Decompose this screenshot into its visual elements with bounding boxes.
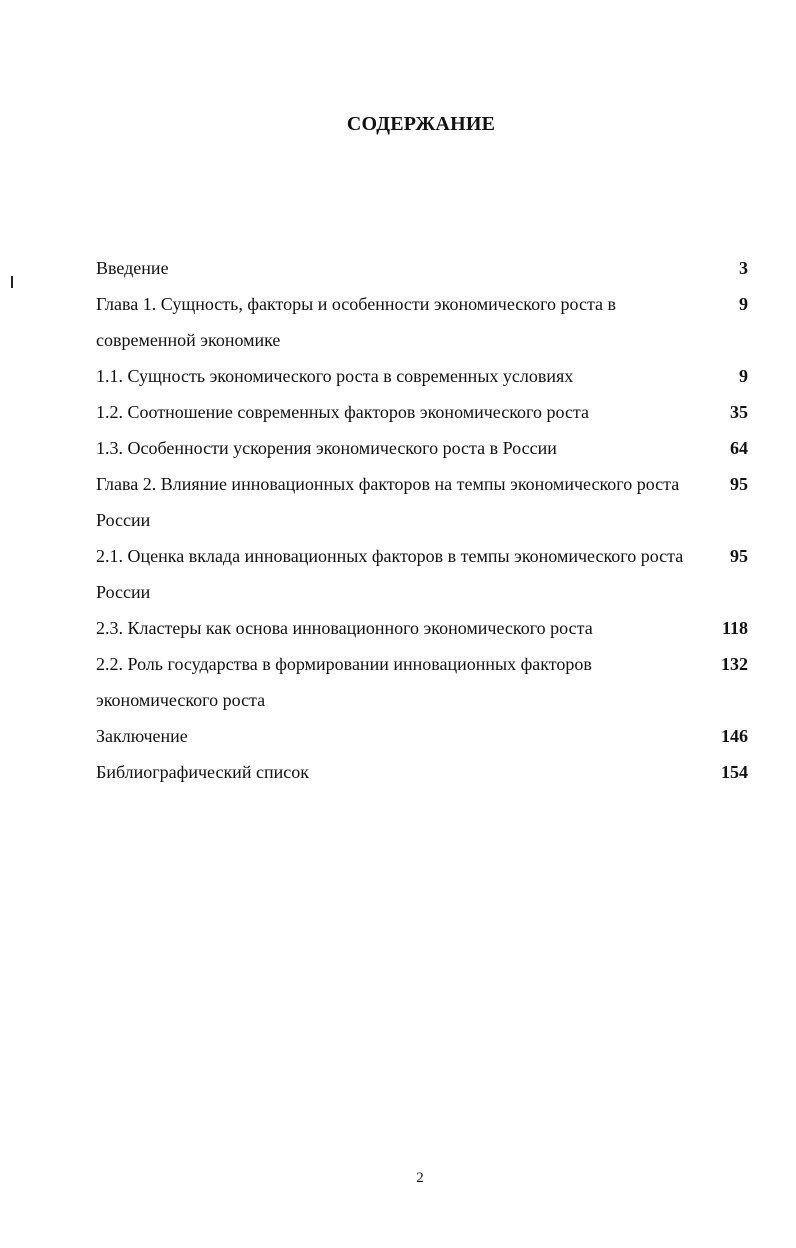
page-number: 2 (416, 1170, 424, 1186)
toc-entry-page: 9 (739, 294, 748, 314)
toc-entry-section-2-2[interactable] (96, 646, 748, 718)
toc-entry-title: Заключение (96, 726, 188, 746)
toc-entry-page: 35 (730, 402, 748, 422)
toc-entry-chapter-1[interactable] (96, 286, 748, 358)
toc-entry-page: 95 (730, 474, 748, 494)
toc-entry-title: 1.2. Соотношение современных факторов экономического роста (96, 402, 590, 422)
toc-entry-page: 132 (721, 654, 748, 674)
page-title: СОДЕРЖАНИЕ (346, 113, 496, 135)
toc-entry-title: 1.1. Сущность экономического роста в современных условиях (96, 366, 574, 386)
toc-entry-page: 9 (739, 366, 748, 386)
toc-entry-conclusion[interactable] (96, 718, 748, 754)
toc-entry-section-2-1[interactable] (96, 538, 748, 610)
toc-entry-section-1-3[interactable] (96, 430, 748, 466)
toc-entry-introduction[interactable] (96, 250, 748, 286)
margin-mark (11, 276, 13, 288)
toc-entry-section-1-2[interactable] (96, 394, 748, 430)
toc-entry-title: 2.1. Оценка вклада инновационных факторов в темпы экономического роста России (96, 546, 684, 602)
toc-entry-title: Глава 1. Сущность, факторы и особенности экономического роста в современной экономике (96, 294, 617, 350)
toc-entry-section-2-3[interactable] (96, 610, 748, 646)
toc-entry-title: 1.3. Особенности ускорения экономического роста в России (96, 438, 557, 458)
toc-entry-page: 154 (721, 762, 748, 782)
toc-entry-page: 118 (721, 618, 748, 638)
toc-entry-bibliography[interactable] (96, 754, 748, 790)
toc-entry-title: Введение (96, 258, 169, 278)
toc-entry-title: 2.3. Кластеры как основа инновационного экономического роста (96, 618, 593, 638)
toc-entry-page: 64 (730, 438, 748, 458)
toc-entry-section-1-1[interactable] (96, 358, 748, 394)
toc-entry-title: Библиографический список (96, 762, 309, 782)
toc-entry-page: 146 (721, 726, 748, 746)
toc-entry-page: 3 (739, 258, 748, 278)
toc-entry-title: 2.2. Роль государства в формировании инновационных факторов экономического роста (96, 654, 592, 710)
toc-entry-chapter-2[interactable] (96, 466, 748, 538)
table-of-contents (96, 250, 748, 790)
toc-entry-page: 95 (730, 546, 748, 566)
toc-entry-title: Глава 2. Влияние инновационных факторов на темпы экономического роста России (96, 474, 680, 530)
